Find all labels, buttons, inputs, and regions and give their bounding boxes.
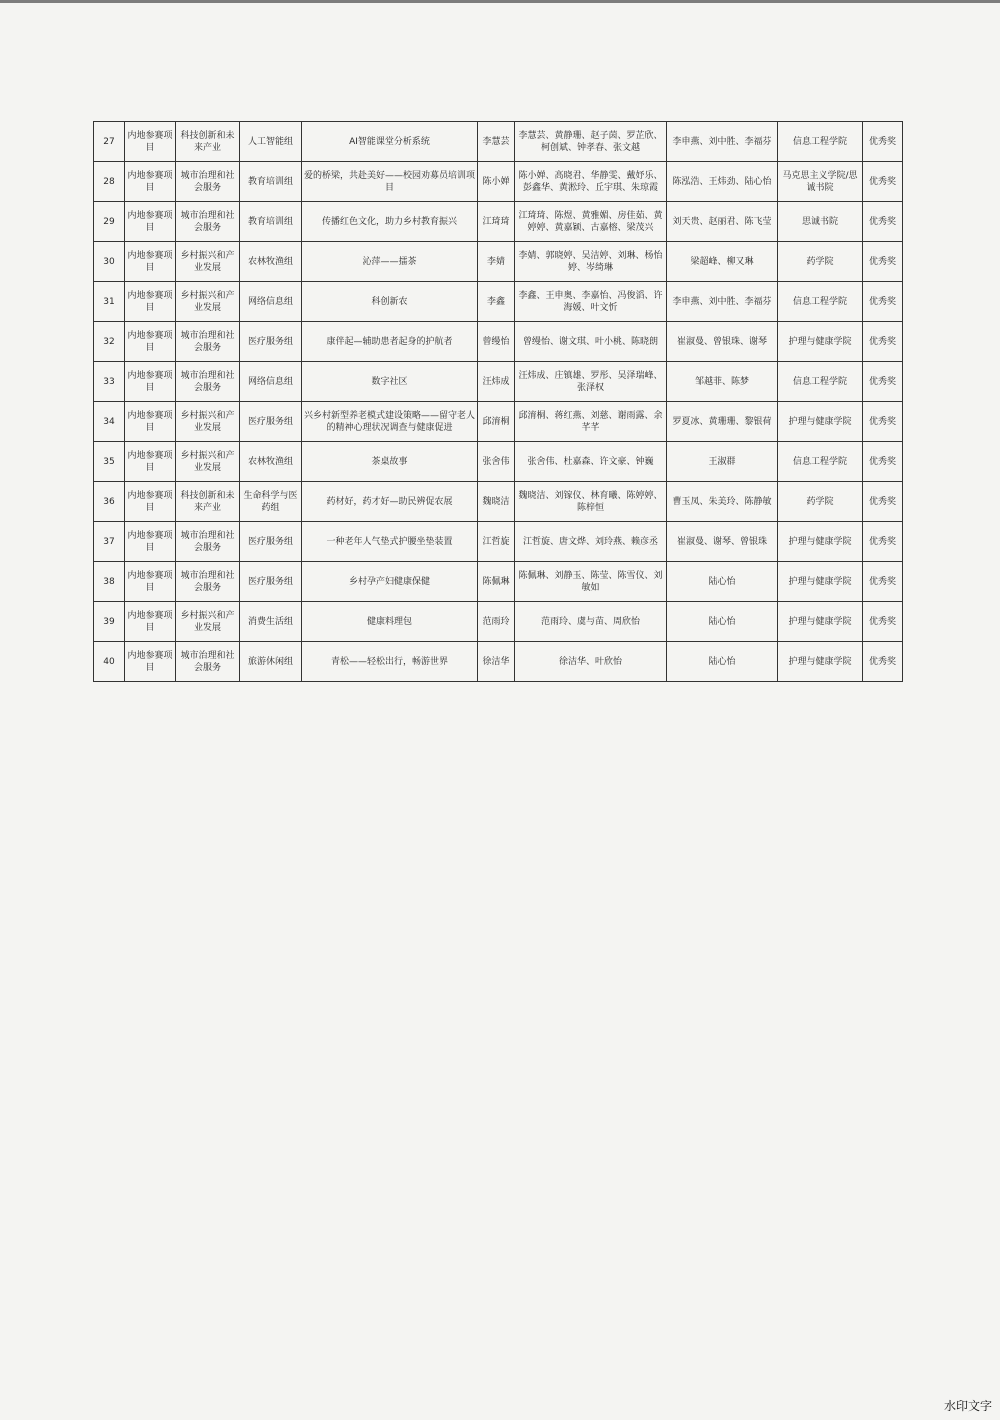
cell-college: 思诚书院 bbox=[778, 202, 863, 242]
cell-row-number: 27 bbox=[94, 122, 125, 162]
cell-project-name: 一种老年人气垫式护腰坐垫装置 bbox=[302, 522, 478, 562]
awards-table bbox=[93, 121, 903, 682]
cell-college: 护理与健康学院 bbox=[778, 562, 863, 602]
cell-members: 魏晓洁、刘镓仪、林育曦、陈婷婷、陈梓恒 bbox=[515, 482, 667, 522]
cell-members: 江琦琦、陈煜、黄雅媚、房佳茹、黄婷婷、黄嘉颖、古嘉榕、梁茂兴 bbox=[515, 202, 667, 242]
cell-college: 药学院 bbox=[778, 482, 863, 522]
cell-advisors: 刘天贵、赵丽君、陈飞莹 bbox=[667, 202, 778, 242]
cell-award: 优秀奖 bbox=[863, 522, 903, 562]
cell-row-number: 32 bbox=[94, 322, 125, 362]
cell-row-number: 38 bbox=[94, 562, 125, 602]
cell-track: 乡村振兴和产业发展 bbox=[176, 282, 240, 322]
cell-group: 教育培训组 bbox=[240, 162, 302, 202]
awards-table-container bbox=[93, 121, 902, 682]
cell-advisors: 陈泓浩、王炜劲、陆心怡 bbox=[667, 162, 778, 202]
cell-college: 信息工程学院 bbox=[778, 282, 863, 322]
cell-members: 曾缦怡、谢文琪、叶小桃、陈晓朗 bbox=[515, 322, 667, 362]
cell-members: 李鑫、王申奥、李嘉怡、冯俊滔、许海媛、叶文忻 bbox=[515, 282, 667, 322]
awards-table-body bbox=[94, 122, 903, 682]
cell-project-name: 传播红色文化，助力乡村教育振兴 bbox=[302, 202, 478, 242]
cell-leader: 徐洁华 bbox=[478, 642, 515, 682]
cell-participant-type: 内地参赛项目 bbox=[125, 442, 176, 482]
cell-group: 农林牧渔组 bbox=[240, 242, 302, 282]
cell-leader: 李婧 bbox=[478, 242, 515, 282]
cell-members: 汪炜成、庄镇雄、罗彤、吴泽瑞峰、张泽权 bbox=[515, 362, 667, 402]
cell-advisors: 邹越菲、陈梦 bbox=[667, 362, 778, 402]
cell-leader: 陈佩琳 bbox=[478, 562, 515, 602]
cell-award: 优秀奖 bbox=[863, 362, 903, 402]
cell-participant-type: 内地参赛项目 bbox=[125, 402, 176, 442]
cell-college: 护理与健康学院 bbox=[778, 642, 863, 682]
cell-track: 城市治理和社会服务 bbox=[176, 562, 240, 602]
cell-advisors: 陆心怡 bbox=[667, 602, 778, 642]
cell-leader: 李鑫 bbox=[478, 282, 515, 322]
cell-advisors: 陆心怡 bbox=[667, 562, 778, 602]
cell-project-name: 药材好，药才好—助民辨促农展 bbox=[302, 482, 478, 522]
cell-track: 城市治理和社会服务 bbox=[176, 162, 240, 202]
cell-group: 教育培训组 bbox=[240, 202, 302, 242]
cell-college: 护理与健康学院 bbox=[778, 522, 863, 562]
cell-advisors: 崔淑曼、谢琴、曾银珠 bbox=[667, 522, 778, 562]
cell-row-number: 39 bbox=[94, 602, 125, 642]
cell-award: 优秀奖 bbox=[863, 202, 903, 242]
cell-college: 护理与健康学院 bbox=[778, 322, 863, 362]
table-row bbox=[94, 362, 903, 402]
cell-members: 陈佩琳、刘静玉、陈莹、陈雪仪、刘敏如 bbox=[515, 562, 667, 602]
cell-participant-type: 内地参赛项目 bbox=[125, 322, 176, 362]
watermark-text: 水印文字 bbox=[943, 1399, 992, 1413]
cell-group: 医疗服务组 bbox=[240, 562, 302, 602]
cell-track: 城市治理和社会服务 bbox=[176, 362, 240, 402]
cell-row-number: 36 bbox=[94, 482, 125, 522]
cell-project-name: 数字社区 bbox=[302, 362, 478, 402]
cell-track: 科技创新和未来产业 bbox=[176, 482, 240, 522]
cell-advisors: 罗夏冰、黄珊珊、黎银荷 bbox=[667, 402, 778, 442]
cell-participant-type: 内地参赛项目 bbox=[125, 282, 176, 322]
cell-leader: 李慧芸 bbox=[478, 122, 515, 162]
cell-row-number: 37 bbox=[94, 522, 125, 562]
cell-track: 科技创新和未来产业 bbox=[176, 122, 240, 162]
cell-group: 农林牧渔组 bbox=[240, 442, 302, 482]
cell-award: 优秀奖 bbox=[863, 482, 903, 522]
cell-row-number: 29 bbox=[94, 202, 125, 242]
cell-group: 网络信息组 bbox=[240, 282, 302, 322]
cell-participant-type: 内地参赛项目 bbox=[125, 362, 176, 402]
cell-advisors: 王淑群 bbox=[667, 442, 778, 482]
cell-members: 江哲旋、唐文烨、刘玲燕、赖彦丞 bbox=[515, 522, 667, 562]
cell-award: 优秀奖 bbox=[863, 562, 903, 602]
cell-leader: 邱淯桐 bbox=[478, 402, 515, 442]
cell-participant-type: 内地参赛项目 bbox=[125, 122, 176, 162]
cell-members: 陈小婵、高晓君、华静雯、戴妤乐、彭鑫华、黄淞玲、丘宇琪、朱琼霞 bbox=[515, 162, 667, 202]
cell-row-number: 34 bbox=[94, 402, 125, 442]
cell-project-name: 科创新农 bbox=[302, 282, 478, 322]
cell-members: 李婧、郭晓婷、吴洁婷、刘琳、杨怡婷、岑绮琳 bbox=[515, 242, 667, 282]
cell-award: 优秀奖 bbox=[863, 602, 903, 642]
cell-participant-type: 内地参赛项目 bbox=[125, 202, 176, 242]
cell-leader: 曾缦怡 bbox=[478, 322, 515, 362]
cell-advisors: 李申燕、刘中胜、李福芬 bbox=[667, 282, 778, 322]
table-row bbox=[94, 522, 903, 562]
cell-group: 医疗服务组 bbox=[240, 322, 302, 362]
cell-project-name: 健康料理包 bbox=[302, 602, 478, 642]
cell-group: 消费生活组 bbox=[240, 602, 302, 642]
cell-row-number: 35 bbox=[94, 442, 125, 482]
cell-advisors: 崔淑曼、曾银珠、谢琴 bbox=[667, 322, 778, 362]
cell-participant-type: 内地参赛项目 bbox=[125, 162, 176, 202]
cell-award: 优秀奖 bbox=[863, 642, 903, 682]
cell-award: 优秀奖 bbox=[863, 322, 903, 362]
cell-college: 马克思主义学院/思诚书院 bbox=[778, 162, 863, 202]
table-row bbox=[94, 322, 903, 362]
cell-college: 信息工程学院 bbox=[778, 442, 863, 482]
table-row bbox=[94, 242, 903, 282]
cell-leader: 范雨玲 bbox=[478, 602, 515, 642]
cell-group: 旅游休闲组 bbox=[240, 642, 302, 682]
cell-college: 药学院 bbox=[778, 242, 863, 282]
cell-row-number: 33 bbox=[94, 362, 125, 402]
cell-leader: 江哲旋 bbox=[478, 522, 515, 562]
table-row bbox=[94, 402, 903, 442]
cell-members: 邱淯桐、蒋红燕、刘慈、谢雨露、余芊芊 bbox=[515, 402, 667, 442]
cell-award: 优秀奖 bbox=[863, 242, 903, 282]
table-row bbox=[94, 602, 903, 642]
cell-members: 徐洁华、叶欣怡 bbox=[515, 642, 667, 682]
cell-track: 城市治理和社会服务 bbox=[176, 642, 240, 682]
cell-award: 优秀奖 bbox=[863, 282, 903, 322]
cell-project-name: 青松——轻松出行，畅游世界 bbox=[302, 642, 478, 682]
cell-award: 优秀奖 bbox=[863, 122, 903, 162]
cell-award: 优秀奖 bbox=[863, 442, 903, 482]
cell-members: 张舍伟、杜嘉森、许文豪、钟巍 bbox=[515, 442, 667, 482]
cell-participant-type: 内地参赛项目 bbox=[125, 522, 176, 562]
cell-participant-type: 内地参赛项目 bbox=[125, 242, 176, 282]
cell-project-name: 爱的桥梁，共赴美好——校园劝募员培训项目 bbox=[302, 162, 478, 202]
cell-participant-type: 内地参赛项目 bbox=[125, 602, 176, 642]
cell-advisors: 梁超峰、柳又琳 bbox=[667, 242, 778, 282]
cell-participant-type: 内地参赛项目 bbox=[125, 562, 176, 602]
cell-college: 护理与健康学院 bbox=[778, 402, 863, 442]
cell-project-name: 沁萍——擂茶 bbox=[302, 242, 478, 282]
cell-row-number: 40 bbox=[94, 642, 125, 682]
cell-group: 医疗服务组 bbox=[240, 522, 302, 562]
cell-participant-type: 内地参赛项目 bbox=[125, 482, 176, 522]
cell-row-number: 28 bbox=[94, 162, 125, 202]
cell-group: 网络信息组 bbox=[240, 362, 302, 402]
cell-advisors: 曹玉凤、朱美玲、陈静敏 bbox=[667, 482, 778, 522]
table-row bbox=[94, 442, 903, 482]
cell-track: 乡村振兴和产业发展 bbox=[176, 242, 240, 282]
scan-top-edge bbox=[0, 0, 1000, 3]
table-row bbox=[94, 202, 903, 242]
cell-leader: 魏晓洁 bbox=[478, 482, 515, 522]
cell-track: 乡村振兴和产业发展 bbox=[176, 402, 240, 442]
cell-project-name: AI智能课堂分析系统 bbox=[302, 122, 478, 162]
cell-college: 信息工程学院 bbox=[778, 122, 863, 162]
cell-college: 护理与健康学院 bbox=[778, 602, 863, 642]
table-row bbox=[94, 642, 903, 682]
cell-leader: 汪炜成 bbox=[478, 362, 515, 402]
table-row bbox=[94, 562, 903, 602]
table-row bbox=[94, 122, 903, 162]
cell-row-number: 30 bbox=[94, 242, 125, 282]
cell-award: 优秀奖 bbox=[863, 402, 903, 442]
table-row bbox=[94, 162, 903, 202]
cell-project-name: 康伴起—辅助患者起身的护航者 bbox=[302, 322, 478, 362]
cell-track: 城市治理和社会服务 bbox=[176, 322, 240, 362]
cell-participant-type: 内地参赛项目 bbox=[125, 642, 176, 682]
cell-group: 医疗服务组 bbox=[240, 402, 302, 442]
cell-members: 李慧芸、黄静珊、赵子茵、罗芷欣、柯创斌、钟孝春、张文越 bbox=[515, 122, 667, 162]
table-row bbox=[94, 282, 903, 322]
cell-advisors: 李申燕、刘中胜、李福芬 bbox=[667, 122, 778, 162]
cell-group: 人工智能组 bbox=[240, 122, 302, 162]
cell-group: 生命科学与医药组 bbox=[240, 482, 302, 522]
cell-track: 城市治理和社会服务 bbox=[176, 522, 240, 562]
cell-track: 乡村振兴和产业发展 bbox=[176, 442, 240, 482]
cell-row-number: 31 bbox=[94, 282, 125, 322]
cell-leader: 江琦琦 bbox=[478, 202, 515, 242]
cell-project-name: 乡村孕产妇健康保健 bbox=[302, 562, 478, 602]
cell-project-name: 茶桌故事 bbox=[302, 442, 478, 482]
cell-award: 优秀奖 bbox=[863, 162, 903, 202]
table-row bbox=[94, 482, 903, 522]
cell-leader: 张舍伟 bbox=[478, 442, 515, 482]
cell-project-name: 兴乡村新型养老模式建设策略——留守老人的精神心理状况调查与健康促进 bbox=[302, 402, 478, 442]
cell-track: 城市治理和社会服务 bbox=[176, 202, 240, 242]
cell-members: 范雨玲、虞与苗、周欣怡 bbox=[515, 602, 667, 642]
cell-track: 乡村振兴和产业发展 bbox=[176, 602, 240, 642]
cell-college: 信息工程学院 bbox=[778, 362, 863, 402]
cell-advisors: 陆心怡 bbox=[667, 642, 778, 682]
cell-leader: 陈小婵 bbox=[478, 162, 515, 202]
